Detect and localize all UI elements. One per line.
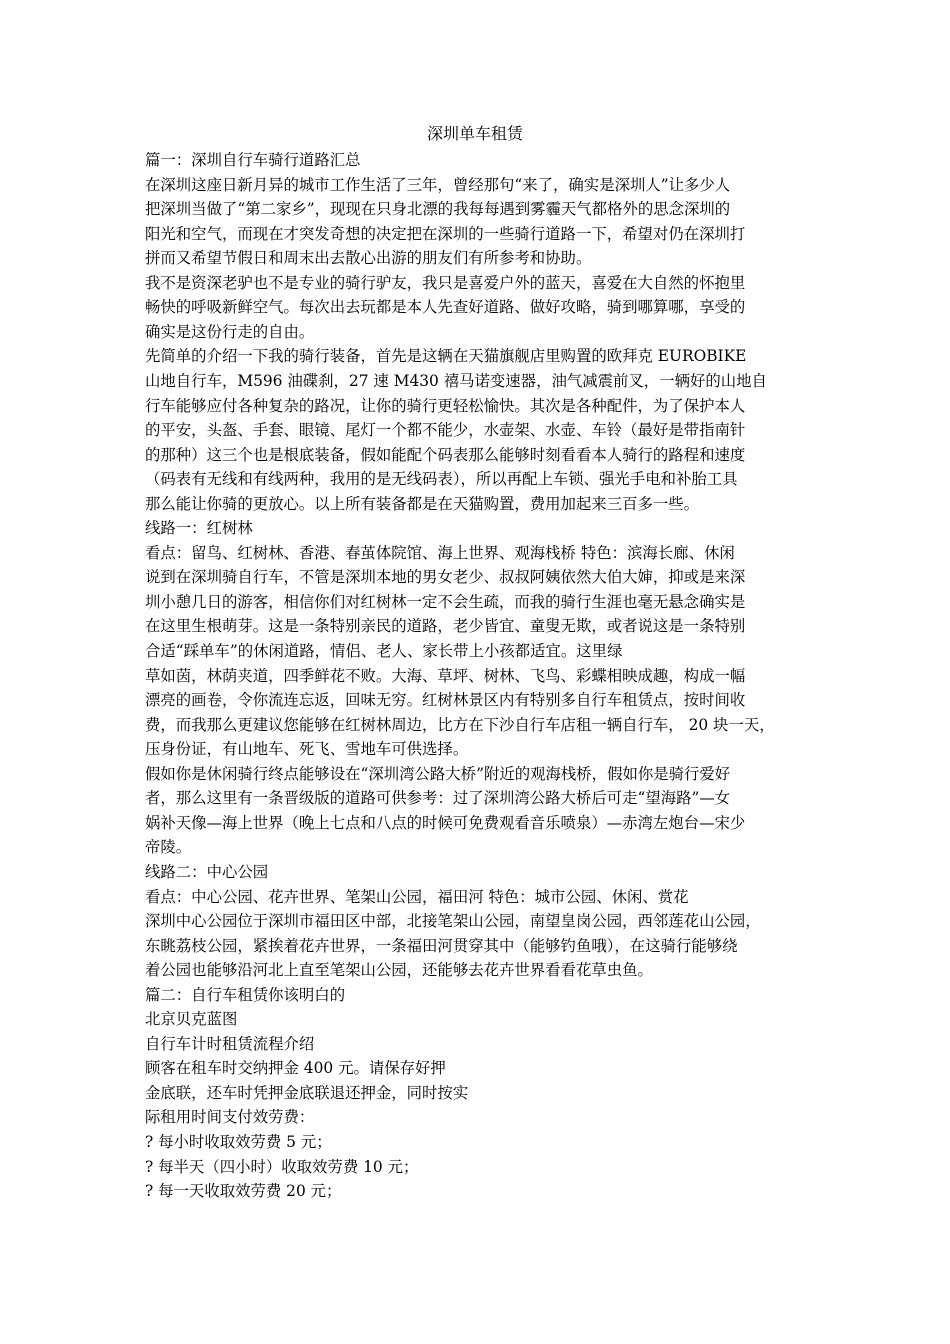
text-line: 把深圳当做了“第二家乡”，现现在只身北漂的我每每遇到雾霾天气都格外的思念深圳的 (145, 200, 731, 219)
text-line: 合适“踩单车”的休闲道路，情侣、老人、家长带上小孩都适宜。这里绿 (145, 642, 623, 660)
text-line: 拼而又希望节假日和周末出去散心出游的朋友们有所参考和协助。 (145, 249, 592, 268)
text-line: 顾客在租车时交纳押金 400 元。请保存好押 (145, 1059, 446, 1078)
text-line: 东眺荔枝公园，紧挨着花卉世界，一条福田河贯穿其中（能够钓鱼哦），在这骑行能够绕 (145, 936, 738, 955)
text-line: 漂亮的画卷，令你流连忘返，回味无穷。红树林景区内有特别多自行车租赁点，按时间收 (145, 691, 746, 710)
text-line: 先简单的介绍一下我的骑行装备，首先是这辆在天猫旗舰店里购置的欧拜克 EUROBIKE (145, 347, 747, 366)
text-line: 看点：中心公园、花卉世界、笔架山公园，福田河 特色：城市公园、休闲、赏花 (145, 887, 689, 906)
text-line: 篇二：自行车租赁你该明白的 (145, 985, 346, 1004)
text-line: 那么能让你骑的更放心。以上所有装备都是在天猫购置，费用加起来三百多一些。 (145, 494, 700, 513)
text-line: ? 每半天（四小时）收取效劳费 10 元； (145, 1157, 419, 1176)
text-line: 者，那么这里有一条晋级版的道路可供参考：过了深圳湾公路大桥后可走“望海路”—女 (145, 789, 731, 808)
text-line: 我不是资深老驴也不是专业的骑行驴友，我只是喜爱户外的蓝天，喜爱在大自然的怀抱里 (145, 273, 746, 292)
text-line: 压身份证，有山地车、死飞、雪地车可供选择。 (145, 740, 469, 759)
text-line: 自行车计时租赁流程介绍 (145, 1034, 315, 1053)
text-line: 深圳中心公园位于深圳市福田区中部，北接笔架山公园，南望皇岗公园，西邻莲花山公园， (145, 912, 761, 931)
text-line: 说到在深圳骑自行车，不管是深圳本地的男女老少、叔叔阿姨依然大伯大婶，抑或是来深 (145, 568, 746, 587)
text-line: 在这里生根萌芽。这是一条特别亲民的道路，老少皆宜、童叟无欺，或者说这是一条特别 (145, 617, 746, 636)
text-line: ? 每一天收取效劳费 20 元； (145, 1182, 342, 1201)
text-line: 帝陵。 (145, 838, 192, 857)
text-line: （码表有无线和有线两种，我用的是无线码表），所以再配上车锁、强光手电和补胎工具 (145, 470, 738, 489)
text-line: ? 每小时收取效劳费 5 元； (145, 1133, 332, 1151)
text-line: 在深圳这座日新月异的城市工作生活了三年，曾经那句“来了，确实是深圳人”让多少人 (145, 175, 731, 194)
document-title: 深圳单车租赁 (426, 124, 523, 143)
text-line: 着公园也能够沿河北上直至笔架山公园，还能够去花卉世界看看花草虫鱼。 (145, 961, 653, 980)
text-line: 线路二：中心公园 (145, 862, 269, 881)
text-line: 看点：留鸟、红树林、香港、春茧体院馆、海上世界、观海栈桥 特色：滨海长廊、休闲 (145, 543, 735, 562)
text-line: 的那种）这三个也是根底装备，假如能配个码表那么能够时刻看看本人骑行的路程和速度 (145, 445, 746, 464)
text-line: 阳光和空气，而现在才突发奇想的决定把在深圳的一些骑行道路一下，希望对仍在深圳打 (145, 224, 746, 243)
text-line: 北京贝克蓝图 (145, 1010, 238, 1029)
text-line: 金底联，还车时凭押金底联退还押金，同时按实 (145, 1083, 469, 1102)
text-line: 篇一：深圳自行车骑行道路汇总 (145, 151, 361, 169)
text-line: 际租用时间支付效劳费： (145, 1108, 315, 1127)
text-line: 确实是这份行走的自由。 (145, 322, 315, 341)
text-line: 山地自行车，M596 油碟刹，27 速 M430 禧马诺变速器，油气减震前叉，一辆好的山地自 (145, 371, 767, 390)
text-line: 的平安，头盔、手套、眼镜、尾灯一个都不能少，水壶架、水壶、车铃（最好是带指南针 (145, 421, 746, 440)
text-line: 线路一：红树林 (145, 519, 253, 538)
text-line: 畅快的呼吸新鲜空气。每次出去玩都是本人先查好道路、做好攻略，骑到哪算哪，享受的 (145, 298, 746, 317)
text-line: 娲补天像—海上世界（晚上七点和八点的时候可免费观看音乐喷泉）—赤湾左炮台—宋少 (145, 813, 746, 832)
text-line: 草如茵，林荫夹道，四季鲜花不败。大海、草坪、树林、飞鸟、彩蝶相映成趣，构成一幅 (145, 666, 746, 685)
text-line: 行车能够应付各种复杂的路况，让你的骑行更轻松愉快。其次是各种配件，为了保护本人 (145, 396, 746, 415)
text-line: 费，而我那么更建议您能够在红树林周边，比方在下沙自行车店租一辆自行车， 20 块一天， (145, 715, 775, 734)
text-line: 圳小憩几日的游客，相信你们对红树林一定不会生疏，而我的骑行生涯也毫无悬念确实是 (145, 592, 746, 611)
text-line: 假如你是休闲骑行终点能够设在“深圳湾公路大桥”附近的观海栈桥，假如你是骑行爱好 (145, 764, 731, 783)
